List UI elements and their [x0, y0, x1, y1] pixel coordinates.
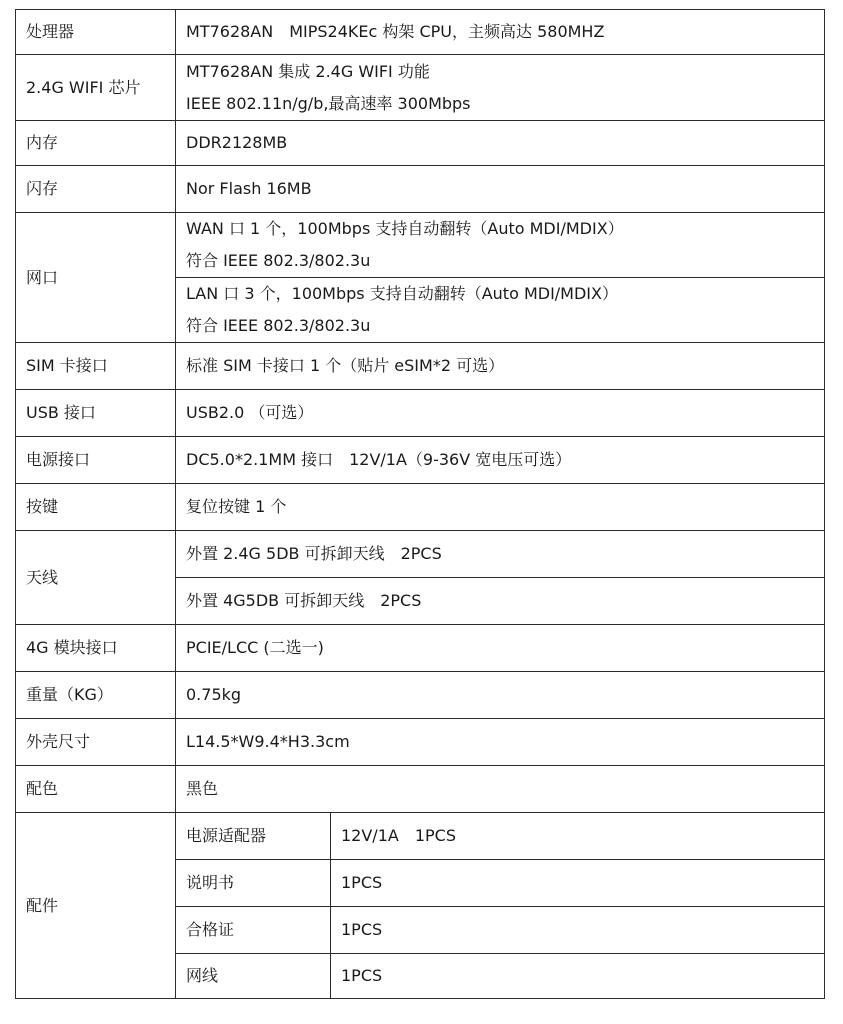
- row-key: 网口: [16, 213, 176, 343]
- accessory-name: 网线: [176, 954, 331, 999]
- spec-table: [15, 9, 825, 999]
- row-value: 标准 SIM 卡接口 1 个（贴片 eSIM*2 可选）: [176, 343, 825, 390]
- accessory-qty: 12V/1A 1PCS: [331, 813, 825, 860]
- accessory-name: 电源适配器: [176, 813, 331, 860]
- table-row: [16, 766, 825, 813]
- table-row: [16, 343, 825, 390]
- table-row: [16, 531, 825, 578]
- row-key: 天线: [16, 531, 176, 625]
- row-value: Nor Flash 16MB: [176, 166, 825, 213]
- row-key: 外壳尺寸: [16, 719, 176, 766]
- row-key: 重量（KG）: [16, 672, 176, 719]
- row-value: 0.75kg: [176, 672, 825, 719]
- table-row: [16, 10, 825, 55]
- accessory-name: 合格证: [176, 907, 331, 954]
- row-key: 配件: [16, 813, 176, 999]
- row-key: 电源接口: [16, 437, 176, 484]
- accessory-qty: 1PCS: [331, 954, 825, 999]
- table-row: [16, 484, 825, 531]
- row-value: USB2.0 （可选）: [176, 390, 825, 437]
- table-row: [16, 719, 825, 766]
- table-row: [16, 813, 825, 860]
- row-value: L14.5*W9.4*H3.3cm: [176, 719, 825, 766]
- row-key: 2.4G WIFI 芯片: [16, 55, 176, 121]
- row-value: DC5.0*2.1MM 接口 12V/1A（9-36V 宽电压可选）: [176, 437, 825, 484]
- table-row: [16, 437, 825, 484]
- row-value: 外置 4G5DB 可拆卸天线 2PCS: [176, 578, 825, 625]
- table-row: [16, 55, 825, 121]
- row-value: 黑色: [176, 766, 825, 813]
- table-row: [16, 166, 825, 213]
- row-key: 按键: [16, 484, 176, 531]
- row-key: USB 接口: [16, 390, 176, 437]
- row-value: 外置 2.4G 5DB 可拆卸天线 2PCS: [176, 531, 825, 578]
- row-value: WAN 口 1 个，100Mbps 支持自动翻转（Auto MDI/MDIX） 符合 IEEE 802.3/802.3u: [176, 213, 825, 278]
- row-value: MT7628AN MIPS24KEc 构架 CPU，主频高达 580MHZ: [176, 10, 825, 55]
- row-value: PCIE/LCC (二选一): [176, 625, 825, 672]
- accessory-qty: 1PCS: [331, 860, 825, 907]
- table-row: [16, 121, 825, 166]
- row-key: SIM 卡接口: [16, 343, 176, 390]
- row-key: 内存: [16, 121, 176, 166]
- table-row: [16, 213, 825, 278]
- row-key: 闪存: [16, 166, 176, 213]
- table-row: [16, 625, 825, 672]
- accessory-qty: 1PCS: [331, 907, 825, 954]
- accessory-name: 说明书: [176, 860, 331, 907]
- table-row: [16, 672, 825, 719]
- row-value: DDR2128MB: [176, 121, 825, 166]
- row-value: MT7628AN 集成 2.4G WIFI 功能 IEEE 802.11n/g/b,最高速率 300Mbps: [176, 55, 825, 121]
- row-value: 复位按键 1 个: [176, 484, 825, 531]
- row-value: LAN 口 3 个，100Mbps 支持自动翻转（Auto MDI/MDIX） 符合 IEEE 802.3/802.3u: [176, 278, 825, 343]
- row-key: 4G 模块接口: [16, 625, 176, 672]
- row-key: 处理器: [16, 10, 176, 55]
- table-row: [16, 390, 825, 437]
- row-key: 配色: [16, 766, 176, 813]
